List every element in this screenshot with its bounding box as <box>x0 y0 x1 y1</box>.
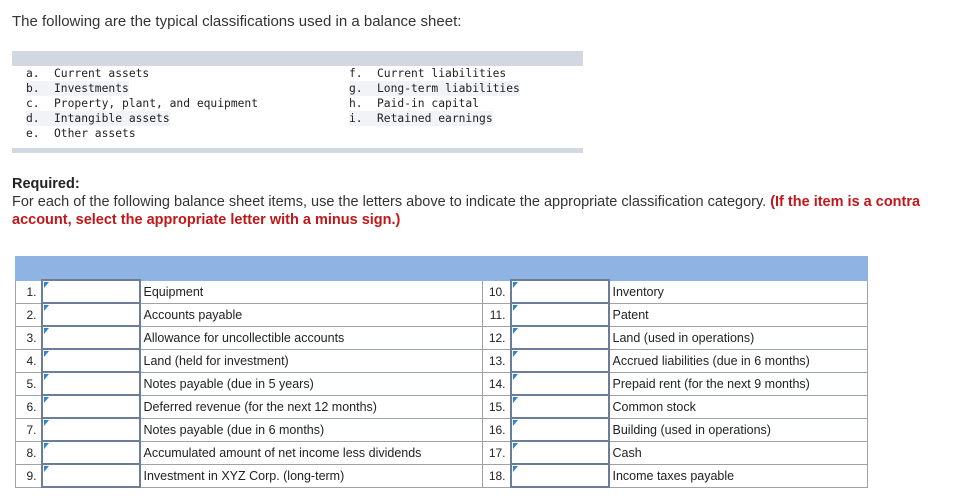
table-row <box>16 372 868 395</box>
classification-i: i. Retained earnings <box>349 112 493 125</box>
balance-sheet-item: Prepaid rent (for the next 9 months) <box>609 372 868 395</box>
balance-sheet-item: Investment in XYZ Corp. (long-term) <box>140 464 483 487</box>
classification-input[interactable] <box>512 281 608 302</box>
item-number: 10. <box>483 280 511 303</box>
table-row <box>16 326 868 349</box>
classification-input[interactable] <box>43 304 139 325</box>
balance-sheet-item: Income taxes payable <box>609 464 868 487</box>
classification-input[interactable] <box>512 396 608 417</box>
classification-input-cell[interactable] <box>511 441 609 464</box>
classification-input-cell[interactable] <box>42 280 140 303</box>
classification-input-cell[interactable] <box>42 464 140 487</box>
classification-input[interactable] <box>43 373 139 394</box>
classification-input-cell[interactable] <box>511 349 609 372</box>
item-number: 16. <box>483 418 511 441</box>
item-number: 12. <box>483 326 511 349</box>
balance-sheet-item: Accumulated amount of net income less dividends <box>140 441 483 464</box>
input-marker-icon <box>513 282 518 288</box>
classification-b: b. Investments <box>26 82 129 95</box>
table-header <box>16 257 868 281</box>
balance-sheet-item: Deferred revenue (for the next 12 months) <box>140 395 483 418</box>
classification-d: d. Intangible assets <box>26 112 170 125</box>
input-marker-icon <box>513 397 518 403</box>
balance-sheet-item: Notes payable (due in 6 months) <box>140 418 483 441</box>
balance-sheet-item: Accrued liabilities (due in 6 months) <box>609 349 868 372</box>
input-marker-icon <box>44 397 49 403</box>
classification-a: a. Current assets <box>26 67 150 80</box>
item-number: 6. <box>16 395 42 418</box>
item-number: 13. <box>483 349 511 372</box>
classification-input-cell[interactable] <box>511 395 609 418</box>
balance-sheet-item: Notes payable (due in 5 years) <box>140 372 483 395</box>
item-number: 17. <box>483 441 511 464</box>
input-marker-icon <box>44 328 49 334</box>
item-number: 1. <box>16 280 42 303</box>
item-number: 18. <box>483 464 511 487</box>
input-marker-icon <box>513 351 518 357</box>
classification-input[interactable] <box>512 373 608 394</box>
balance-sheet-item: Common stock <box>609 395 868 418</box>
classification-input[interactable] <box>512 327 608 348</box>
classification-input-cell[interactable] <box>511 303 609 326</box>
classification-input-cell[interactable] <box>42 303 140 326</box>
classification-input[interactable] <box>43 419 139 440</box>
input-marker-icon <box>44 305 49 311</box>
classification-c: c. Property, plant, and equipment <box>26 97 259 110</box>
table-row <box>16 441 868 464</box>
classification-f: f. Current liabilities <box>349 67 507 80</box>
classification-input[interactable] <box>43 281 139 302</box>
classification-input-cell[interactable] <box>511 280 609 303</box>
classification-input-cell[interactable] <box>511 372 609 395</box>
input-marker-icon <box>513 374 518 380</box>
input-marker-icon <box>44 420 49 426</box>
input-marker-icon <box>513 443 518 449</box>
classification-h: h. Paid-in capital <box>349 97 480 110</box>
input-marker-icon <box>513 305 518 311</box>
contra-account-note: (If the item is a contra account, select the appropriate letter with a minus sign.) <box>12 194 921 228</box>
item-number: 11. <box>483 303 511 326</box>
table-row <box>16 464 868 487</box>
classification-input[interactable] <box>512 419 608 440</box>
classification-input[interactable] <box>43 327 139 348</box>
classification-input[interactable] <box>43 442 139 463</box>
classification-list <box>12 51 583 152</box>
balance-sheet-item: Allowance for uncollectible accounts <box>140 326 483 349</box>
balance-sheet-item: Patent <box>609 303 868 326</box>
classification-input[interactable] <box>512 350 608 371</box>
classification-footer-bar <box>12 148 583 153</box>
item-number: 4. <box>16 349 42 372</box>
input-marker-icon <box>44 443 49 449</box>
input-marker-icon <box>44 374 49 380</box>
balance-sheet-item: Cash <box>609 441 868 464</box>
item-number: 7. <box>16 418 42 441</box>
classification-input[interactable] <box>43 350 139 371</box>
classification-input-cell[interactable] <box>42 372 140 395</box>
input-marker-icon <box>44 466 49 472</box>
item-number: 3. <box>16 326 42 349</box>
question-intro: The following are the typical classifications used in a balance sheet: <box>12 13 462 30</box>
classification-input[interactable] <box>43 396 139 417</box>
classification-input-cell[interactable] <box>511 326 609 349</box>
table-row <box>16 395 868 418</box>
table-row <box>16 303 868 326</box>
balance-sheet-item: Inventory <box>609 280 868 303</box>
required-instructions: For each of the following balance sheet items, use the letters above to indicate the appropriate classification category. (If the item is a contra account, select the appropriate letter with a minus sign.) <box>12 194 921 228</box>
classification-input-cell[interactable] <box>42 349 140 372</box>
classification-input[interactable] <box>43 465 139 486</box>
balance-sheet-item: Land (used in operations) <box>609 326 868 349</box>
required-heading: Required: <box>12 176 80 192</box>
classification-g: g. Long-term liabilities <box>349 82 520 95</box>
balance-sheet-item: Accounts payable <box>140 303 483 326</box>
item-number: 5. <box>16 372 42 395</box>
balance-sheet-item: Equipment <box>140 280 483 303</box>
classification-input[interactable] <box>512 465 608 486</box>
answer-table <box>15 256 868 488</box>
classification-input[interactable] <box>512 304 608 325</box>
input-marker-icon <box>513 420 518 426</box>
balance-sheet-item: Land (held for investment) <box>140 349 483 372</box>
classification-input-cell[interactable] <box>42 326 140 349</box>
table-row <box>16 418 868 441</box>
item-number: 9. <box>16 464 42 487</box>
table-header-bar <box>16 257 868 281</box>
item-number: 15. <box>483 395 511 418</box>
table-row <box>16 280 868 303</box>
classification-input-cell[interactable] <box>42 441 140 464</box>
classification-input-cell[interactable] <box>42 418 140 441</box>
item-number: 14. <box>483 372 511 395</box>
input-marker-icon <box>44 351 49 357</box>
classification-input-cell[interactable] <box>511 464 609 487</box>
input-marker-icon <box>44 282 49 288</box>
table-row <box>16 349 868 372</box>
balance-sheet-item: Building (used in operations) <box>609 418 868 441</box>
input-marker-icon <box>513 328 518 334</box>
classification-input[interactable] <box>512 442 608 463</box>
item-number: 8. <box>16 441 42 464</box>
classification-input-cell[interactable] <box>42 395 140 418</box>
item-number: 2. <box>16 303 42 326</box>
input-marker-icon <box>513 466 518 472</box>
classification-header-bar <box>12 51 583 66</box>
classification-input-cell[interactable] <box>511 418 609 441</box>
classification-e: e. Other assets <box>26 127 136 140</box>
